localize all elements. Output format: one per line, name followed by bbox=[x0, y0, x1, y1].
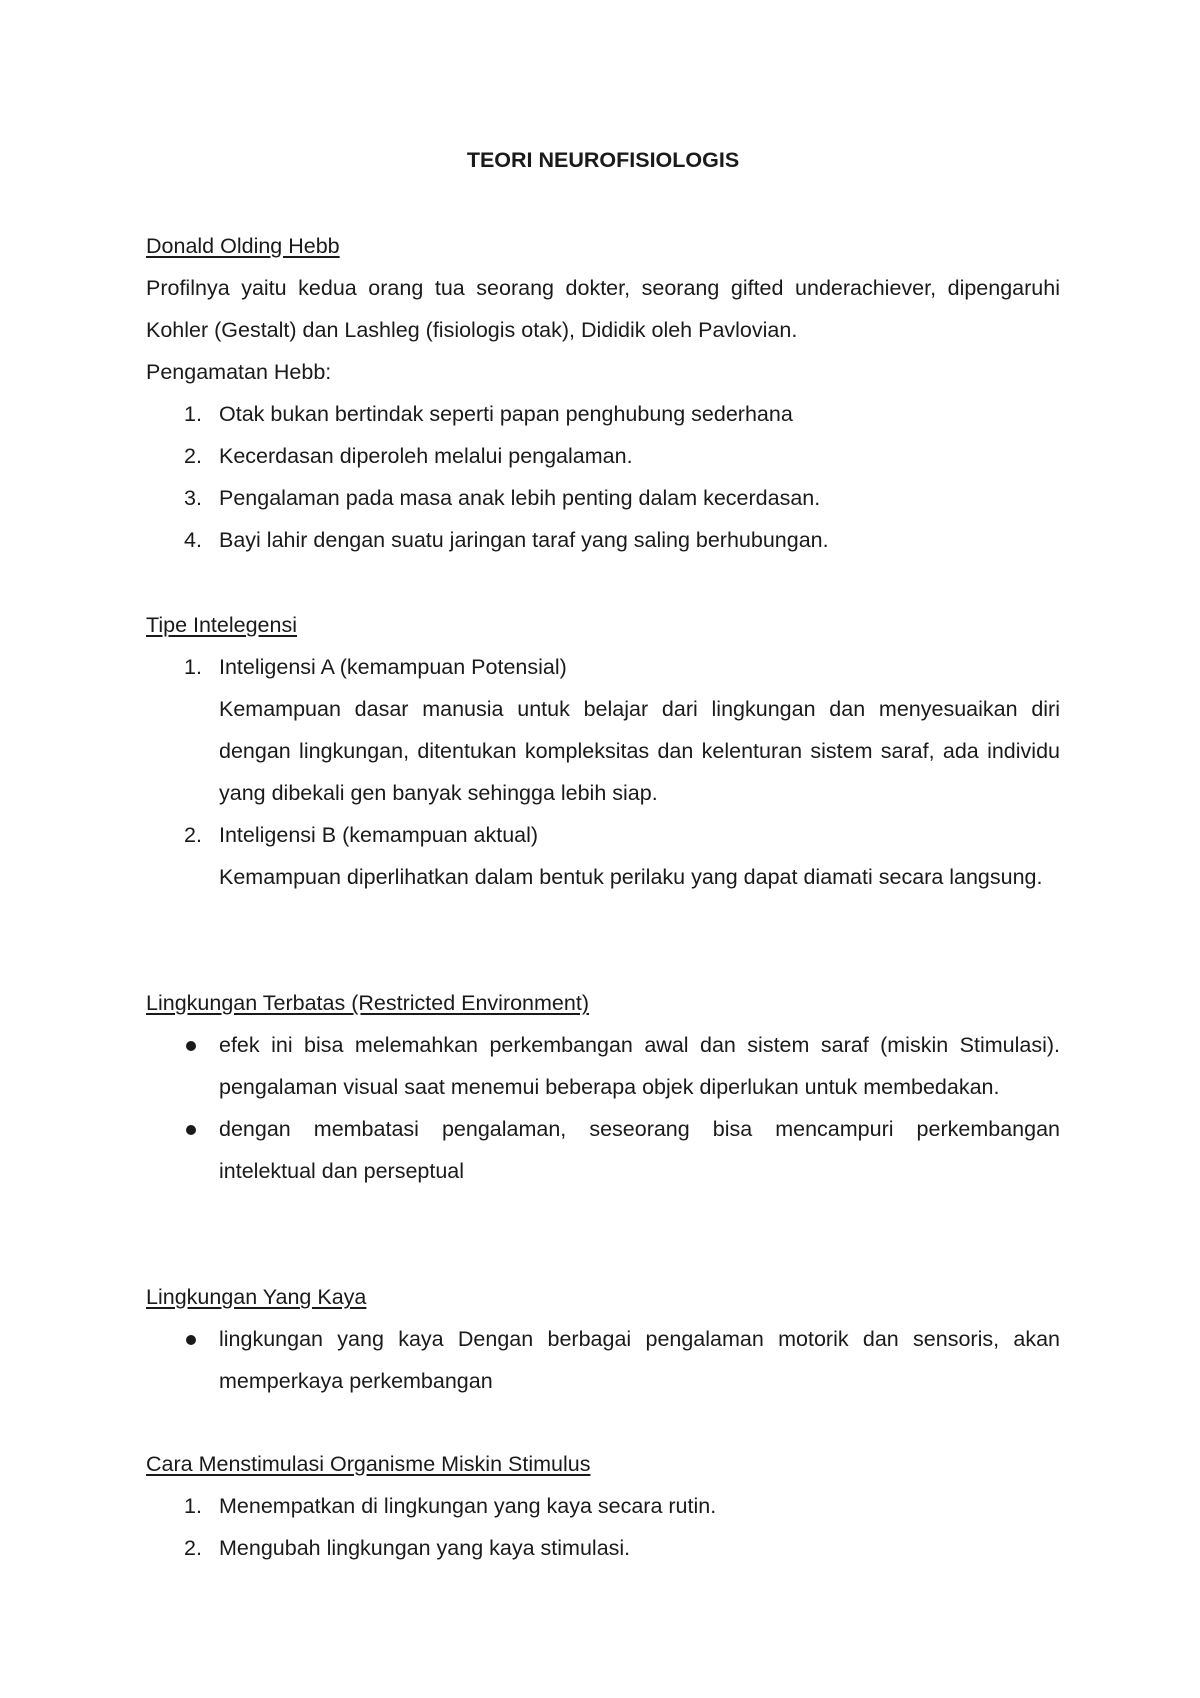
list-number: 1. bbox=[184, 1494, 202, 1518]
list-number: 4. bbox=[184, 528, 202, 552]
section-cara-menstimulasi bbox=[146, 1443, 1060, 1569]
list-item-text: Menempatkan di lingkungan yang kaya secara rutin. bbox=[219, 1494, 717, 1518]
list-item bbox=[146, 519, 1060, 561]
list-item bbox=[146, 477, 1060, 519]
bullet-icon bbox=[186, 1041, 196, 1051]
list-item-text: Bayi lahir dengan suatu jaringan taraf yang saling berhubungan. bbox=[219, 528, 829, 552]
section-heading-tipe: Tipe Intelegensi bbox=[146, 613, 297, 637]
list-item bbox=[146, 1024, 1060, 1108]
hebb-profile-paragraph: Profilnya yaitu kedua orang tua seorang dokter, seorang gifted underachiever, dipengaruhi Kohler (Gestalt) dan Lashleg (fisiologis otak), Dididik oleh Pavlovian. bbox=[146, 276, 1060, 342]
list-item bbox=[146, 1485, 1060, 1527]
list-number: 2. bbox=[184, 823, 202, 847]
list-item-description: Kemampuan diperlihatkan dalam bentuk perilaku yang dapat diamati secara langsung. bbox=[219, 865, 1043, 889]
list-number: 1. bbox=[184, 655, 202, 679]
rich-environment-list bbox=[146, 1318, 1060, 1402]
section-heading-hebb: Donald Olding Hebb bbox=[146, 234, 340, 258]
hebb-observation-list bbox=[146, 393, 1060, 561]
hebb-observation-label: Pengamatan Hebb: bbox=[146, 360, 332, 384]
bullet-icon bbox=[186, 1125, 196, 1135]
list-number: 1. bbox=[184, 402, 202, 426]
section-tipe-intelegensi bbox=[146, 604, 1060, 898]
list-item-text: lingkungan yang kaya Dengan berbagai pengalaman motorik dan sensoris, akan memperkaya perkembangan bbox=[219, 1327, 1060, 1393]
list-item bbox=[146, 814, 1060, 898]
list-item-text: Inteligensi B (kemampuan aktual) bbox=[219, 823, 539, 847]
list-item bbox=[146, 1527, 1060, 1569]
list-item-text: dengan membatasi pengalaman, seseorang bisa mencampuri perkembangan intelektual dan perseptual bbox=[219, 1117, 1060, 1183]
document-title: TEORI NEUROFISIOLOGIS bbox=[466, 148, 740, 172]
list-item bbox=[146, 393, 1060, 435]
list-item bbox=[146, 435, 1060, 477]
intelligence-type-list bbox=[146, 646, 1060, 898]
section-heading-kaya: Lingkungan Yang Kaya bbox=[146, 1285, 367, 1309]
bullet-icon bbox=[186, 1335, 196, 1345]
restricted-environment-list bbox=[146, 1024, 1060, 1192]
section-heading-cara: Cara Menstimulasi Organisme Miskin Stimulus bbox=[146, 1452, 591, 1476]
list-item bbox=[146, 1318, 1060, 1402]
section-lingkungan-terbatas bbox=[146, 982, 1060, 1192]
list-item-text: Mengubah lingkungan yang kaya stimulasi. bbox=[219, 1536, 631, 1560]
stimulation-method-list bbox=[146, 1485, 1060, 1569]
list-item-text: Inteligensi A (kemampuan Potensial) bbox=[219, 655, 567, 679]
list-item-text: Otak bukan bertindak seperti papan penghubung sederhana bbox=[219, 402, 793, 426]
section-lingkungan-kaya bbox=[146, 1276, 1060, 1402]
list-item-text: efek ini bisa melemahkan perkembangan awal dan sistem saraf (miskin Stimulasi). pengalaman visual saat menemui beberapa objek diperlukan untuk membedakan. bbox=[219, 1033, 1060, 1099]
list-item bbox=[146, 646, 1060, 814]
section-heading-terbatas: Lingkungan Terbatas (Restricted Environment) bbox=[146, 991, 589, 1015]
list-item-text: Pengalaman pada masa anak lebih penting dalam kecerdasan. bbox=[219, 486, 821, 510]
list-item-text: Kecerdasan diperoleh melalui pengalaman. bbox=[219, 444, 633, 468]
list-number: 2. bbox=[184, 1536, 202, 1560]
list-number: 2. bbox=[184, 444, 202, 468]
list-item-description: Kemampuan dasar manusia untuk belajar dari lingkungan dan menyesuaikan diri dengan lingkungan, ditentukan kompleksitas dan kelenturan sistem saraf, ada individu yang dibekali gen banyak sehingga lebih siap. bbox=[219, 697, 1060, 805]
section-hebb bbox=[146, 225, 1060, 561]
list-number: 3. bbox=[184, 486, 202, 510]
list-item bbox=[146, 1108, 1060, 1192]
